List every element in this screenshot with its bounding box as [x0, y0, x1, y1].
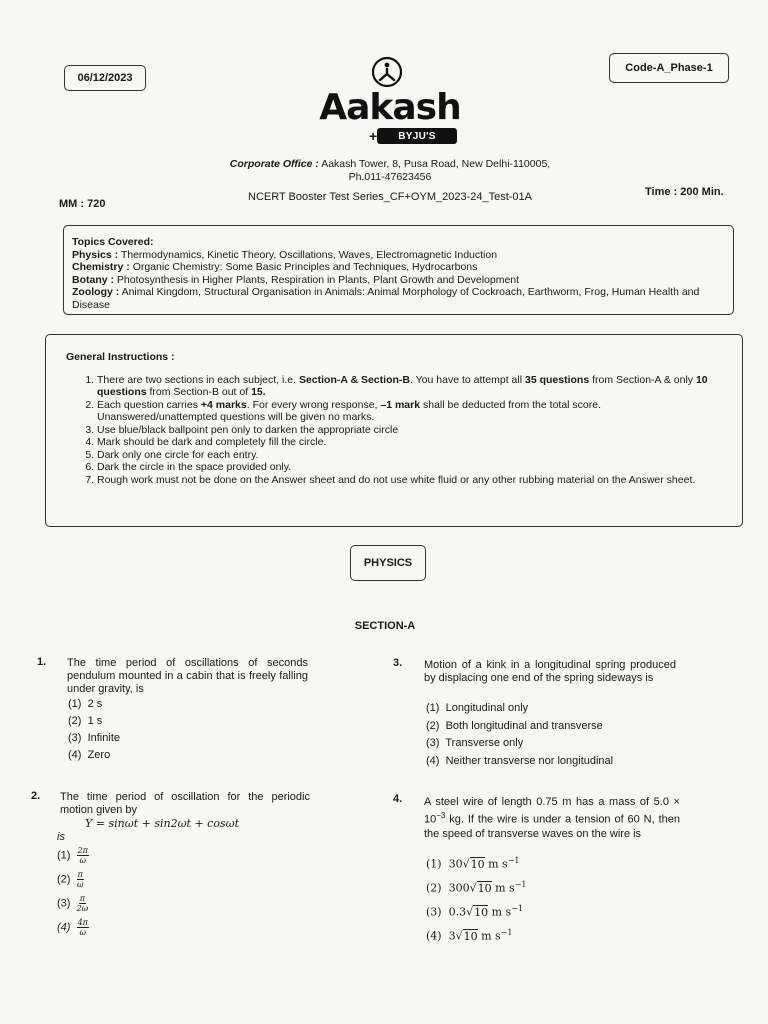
- instruction-item: 5. Dark only one circle for each entry.: [97, 449, 722, 462]
- test-time: Time : 200 Min.: [645, 186, 724, 198]
- physics-label: Physics :: [72, 248, 119, 261]
- fraction: $\frac{2\pi}{\omega}$: [77, 846, 88, 865]
- question-text: The time period of oscillation for the periodic motion given by: [60, 791, 310, 816]
- option: (3) 0.3√10 m $s^{-1}$: [426, 904, 523, 919]
- code-text: Code-A_Phase-1: [625, 62, 713, 74]
- options-list: [426, 856, 526, 952]
- botany-label: Botany :: [72, 273, 114, 286]
- fraction: $\frac{\pi}{\omega}$: [76, 870, 84, 889]
- option: (2) 300√10 m $s^{-1}$: [426, 880, 527, 895]
- phone: Ph.011-47623456: [348, 171, 432, 183]
- code-box: [609, 53, 729, 83]
- option: (1) 2 s: [68, 698, 103, 710]
- date-box: [64, 65, 146, 91]
- zoology-label: Zoology :: [72, 286, 120, 298]
- corporate-label: Corporate Office :: [229, 158, 319, 170]
- instructions-list: [66, 374, 722, 487]
- physics-topics: Thermodynamics, Kinetic Theory, Oscillations, Waves, Electromagnetic Induction: [120, 248, 498, 261]
- equation: Y = sinωt + sin2ωt + cosωt: [85, 817, 239, 830]
- option: (3) Infinite: [68, 732, 120, 744]
- chemistry-label: Chemistry :: [72, 261, 130, 273]
- topics-heading: Topics Covered:: [72, 236, 154, 248]
- instruction-item: 1. There are two sections in each subject, i.e. Section-A & Section-B. You have to attempt all 35 questions from Section-A & only 10 questions from Section-B out of 15.: [97, 374, 722, 399]
- question-number: 1.: [37, 656, 47, 668]
- fraction: $\frac{4\pi}{\omega}$: [77, 918, 88, 937]
- question-number: 3.: [393, 657, 403, 669]
- corporate-address: Aakash Tower, 8, Pusa Road, New Delhi-110005,: [321, 158, 551, 170]
- option: (3) Transverse only: [426, 737, 524, 749]
- question-number: 4.: [393, 793, 403, 805]
- botany-topics: Photosynthesis in Higher Plants, Respiration in Plants, Plant Growth and Development: [116, 273, 520, 286]
- instructions-heading: General Instructions :: [66, 351, 175, 363]
- instruction-item: 2. Each question carries +4 marks. For every wrong response, –1 mark shall be deducted from the total score. Unanswered/unattempted questions will be given no marks.: [97, 399, 722, 424]
- option: (2) Both longitudinal and transverse: [426, 719, 603, 732]
- options-list: [68, 698, 120, 766]
- option: (2) 1 s: [68, 715, 103, 727]
- topics-box: [63, 225, 734, 315]
- brand-name: Aakash: [319, 87, 461, 128]
- instruction-item: 3. Use blue/black ballpoint pen only to darken the appropriate circle: [97, 424, 722, 437]
- options-list: [426, 702, 613, 772]
- subject-title: PHYSICS: [363, 557, 413, 569]
- instruction-item: 6. Dark the circle in the space provided only.: [97, 461, 722, 474]
- option: (4) $\frac{4\pi}{\omega}$: [57, 918, 88, 937]
- option: (4) Neither transverse nor longitudinal: [426, 754, 614, 767]
- question-text: Motion of a kink in a longitudinal spring produced by displacing one end of the spring sideways is: [424, 659, 676, 684]
- plus-sign: +: [369, 128, 378, 144]
- option: (3) $\frac{\pi}{2\omega}$: [57, 894, 89, 913]
- instruction-item: 7. Rough work must not be done on the Answer sheet and do not use white fluid or any other rubbing material on the Answer sheet.: [97, 474, 722, 487]
- chemistry-topics: Organic Chemistry: Some Basic Principles and Techniques, Hydrocarbons: [132, 261, 478, 273]
- max-marks: MM : 720: [59, 198, 106, 210]
- question-number: 2.: [31, 790, 41, 802]
- question-text: A steel wire of length 0.75 m has a mass of $5.0 \times 10^{-3}$ kg. If the wire is under a tension of 60 N, then the speed of transverse waves on the wire is: [424, 796, 680, 840]
- instructions-box: [45, 334, 743, 527]
- zoology-topics: Animal Kingdom, Structural Organisation in Animals: Animal Morphology of Cockroach, Earthworm, Frog, Human Health and Disease: [72, 286, 700, 311]
- is-text: is: [57, 831, 65, 843]
- option: (1) $\frac{2\pi}{\omega}$: [57, 846, 88, 865]
- option: (4) Zero: [68, 749, 111, 761]
- instruction-item: 4. Mark should be dark and completely fill the circle.: [97, 436, 722, 449]
- byjus-logo: BYJU'S: [377, 128, 457, 144]
- date-text: 06/12/2023: [77, 72, 133, 84]
- question-text: The time period of oscillations of seconds pendulum mounted in a cabin that is freely falling under gravity, is: [67, 657, 308, 695]
- subject-box: [350, 545, 426, 581]
- option: (4) 3√10 m $s^{-1}$: [426, 928, 513, 943]
- aakash-logo-icon: [371, 56, 403, 88]
- fraction: $\frac{\pi}{2\omega}$: [76, 894, 89, 913]
- corporate-office: [150, 158, 630, 184]
- test-series: NCERT Booster Test Series_CF+OYM_2023-24_Test-01A: [248, 191, 532, 203]
- option: (1) Longitudinal only: [426, 702, 529, 714]
- section-title: SECTION-A: [354, 620, 416, 632]
- option: (2) $\frac{\pi}{\omega}$: [57, 870, 84, 889]
- options-list: [57, 846, 89, 942]
- option: (1) 30√10 m $s^{-1}$: [426, 856, 520, 871]
